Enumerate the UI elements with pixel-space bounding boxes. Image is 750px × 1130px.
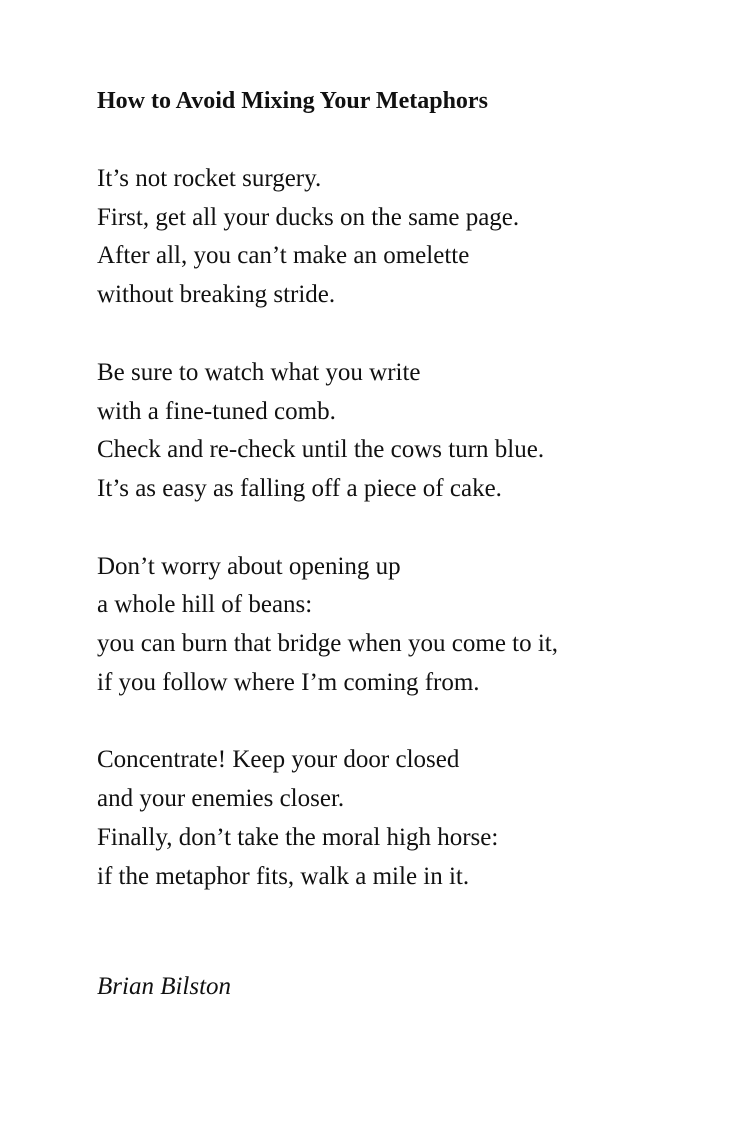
poem-line: Concentrate! Keep your door closed [97,746,460,774]
stanza-2 [97,354,717,509]
stanza-1 [97,160,717,315]
poem-line: a whole hill of beans: [97,591,313,619]
poem-line: you can burn that bridge when you come to it, [97,630,558,658]
poem-line: Finally, don’t take the moral high horse: [97,823,499,851]
poem-line: Check and re-check until the cows turn blue. [97,436,545,464]
poem-line: with a fine-tuned comb. [97,397,336,425]
poem-body [97,160,717,935]
poem-title: How to Avoid Mixing Your Metaphors [97,88,488,114]
stanza-3 [97,548,717,703]
poem-line: It’s as easy as falling off a piece of cake. [97,474,502,502]
poem-line: First, get all your ducks on the same page. [97,203,520,231]
poem-line: Be sure to watch what you write [97,358,421,386]
poem-line: Don’t worry about opening up [97,552,401,580]
poem-line: After all, you can’t make an omelette [97,242,470,270]
poem-line: and your enemies closer. [97,785,345,813]
poem-line: if the metaphor fits, walk a mile in it. [97,862,470,890]
poem-line: without breaking stride. [97,281,336,309]
poem-line: It’s not rocket surgery. [97,165,322,192]
stanza-4 [97,741,717,896]
poem-author: Brian Bilston [97,973,232,1000]
poem-line: if you follow where I’m coming from. [97,668,480,696]
